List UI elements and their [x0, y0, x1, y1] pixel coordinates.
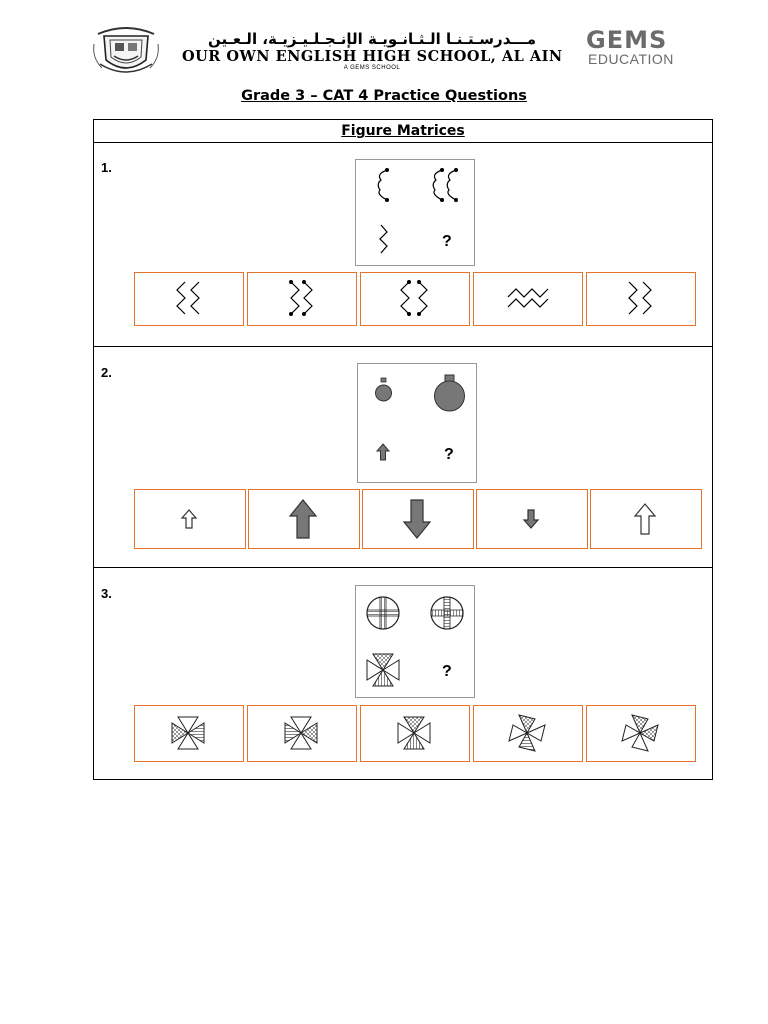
- answer-options: [134, 489, 700, 545]
- question-number: 1.: [101, 160, 112, 175]
- page-title: Grade 3 – CAT 4 Practice Questions: [241, 88, 527, 104]
- question-matrix: [357, 363, 477, 483]
- answer-option-b[interactable]: [248, 489, 360, 549]
- question-row-1: [94, 142, 712, 347]
- answer-option-d[interactable]: [476, 489, 588, 549]
- unknown-cell-mark: ?: [444, 446, 454, 463]
- question-number: 3.: [101, 586, 112, 601]
- answer-option-e[interactable]: [586, 705, 696, 762]
- school-crest-icon: [90, 24, 162, 78]
- school-name-arabic: مـــدرسـتـنـا الـثـانـويـة الإنـجـلـيـزيـة، الـعـين: [207, 30, 537, 48]
- answer-option-d[interactable]: [473, 272, 583, 326]
- answer-option-d[interactable]: [473, 705, 583, 762]
- school-tagline: A GEMS SCHOOL: [343, 65, 401, 71]
- section-heading: Figure Matrices: [94, 120, 712, 143]
- answer-option-b[interactable]: [247, 705, 357, 762]
- answer-option-e[interactable]: [586, 272, 696, 326]
- brand-word: GEMS: [586, 26, 668, 54]
- answer-option-c[interactable]: [360, 272, 470, 326]
- gems-logo-icon: [586, 26, 706, 74]
- answer-options: [134, 705, 700, 761]
- unknown-cell-mark: ?: [442, 663, 452, 680]
- answer-option-a[interactable]: [134, 705, 244, 762]
- question-row-3: [94, 568, 712, 780]
- school-name-block: [182, 30, 562, 74]
- brand-subtitle: EDUCATION: [588, 51, 674, 67]
- unknown-cell-mark: ?: [442, 233, 452, 250]
- question-table: [93, 119, 713, 780]
- question-matrix: [355, 159, 475, 266]
- question-number: 2.: [101, 365, 112, 380]
- answer-option-c[interactable]: [360, 705, 470, 762]
- answer-option-b[interactable]: [247, 272, 357, 326]
- school-name-english: OUR OWN ENGLISH HIGH SCHOOL, AL AIN: [182, 48, 563, 65]
- question-row-2: [94, 347, 712, 568]
- answer-option-e[interactable]: [590, 489, 702, 549]
- document-header: [90, 24, 710, 78]
- question-matrix: [355, 585, 475, 698]
- answer-option-c[interactable]: [362, 489, 474, 549]
- answer-option-a[interactable]: [134, 489, 246, 549]
- answer-options: [134, 272, 700, 328]
- answer-option-a[interactable]: [134, 272, 244, 326]
